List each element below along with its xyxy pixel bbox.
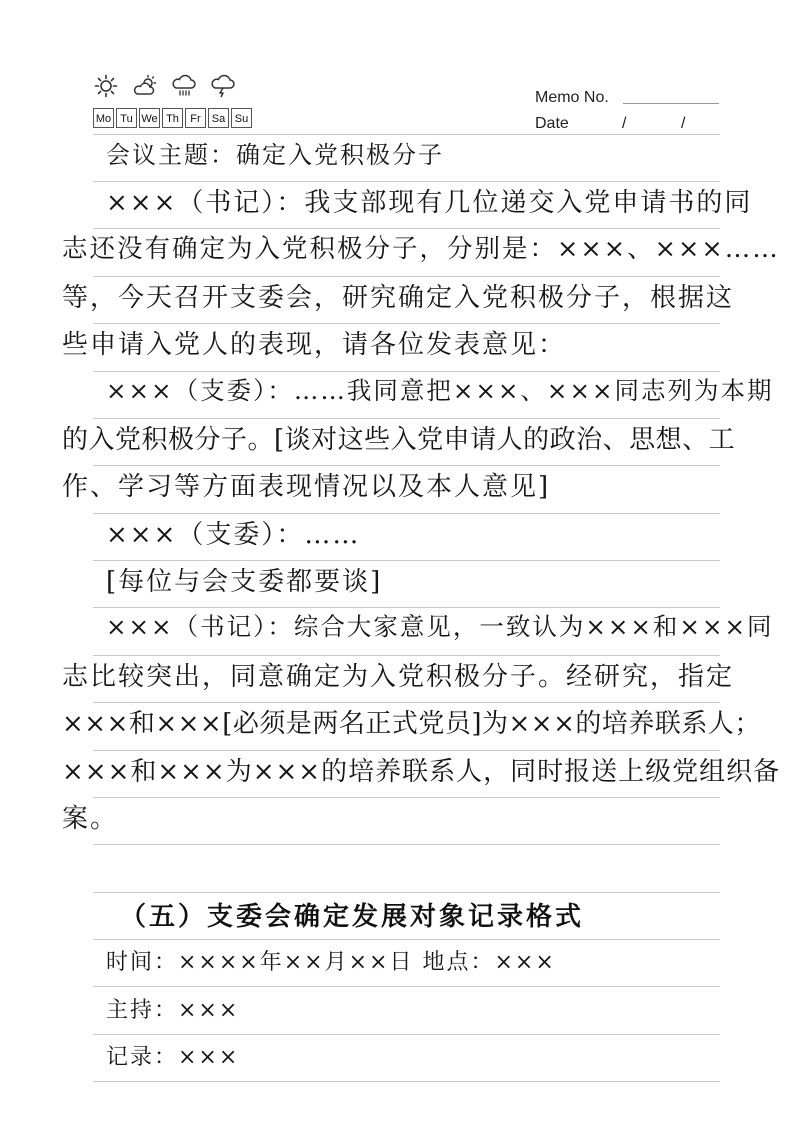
rule-line <box>93 1081 720 1082</box>
rule-line <box>93 939 720 940</box>
text-line: [每位与会支委都要谈] <box>106 567 383 597</box>
date-separator: / <box>681 115 686 132</box>
rule-line <box>93 986 720 987</box>
text-line: 志比较突出，同意确定为入党积极分子。经研究，指定 <box>62 662 735 692</box>
day-box-fr: Fr <box>185 108 206 128</box>
record-line: 记录：××× <box>106 1045 240 1070</box>
date-separator: / <box>622 115 627 132</box>
day-box-th: Th <box>162 108 183 128</box>
host-line: 主持：××× <box>106 998 240 1023</box>
day-box-we: We <box>139 108 160 128</box>
partly-cloudy-icon <box>132 74 158 98</box>
text-line: ×××（书记）：综合大家意见，一致认为×××和×××同 <box>106 612 774 641</box>
sun-icon <box>93 74 119 98</box>
rain-cloud-icon <box>171 74 197 98</box>
day-box-su: Su <box>231 108 252 128</box>
meeting-topic-line: 会议主题：确定入党积极分子 <box>106 141 444 169</box>
memo-label: Memo No. <box>535 89 609 106</box>
text-line: ×××（支委）：……我同意把×××、×××同志列为本期 <box>106 376 774 405</box>
section-heading: （五）支委会确定发展对象记录格式 <box>120 902 585 932</box>
text-line: 的入党积极分子。[谈对这些入党申请人的政治、思想、工 <box>62 425 736 455</box>
text-line: 些申请入党人的表现，请各位发表意见： <box>62 330 567 360</box>
time-place-line: 时间：××××年××月××日 地点：××× <box>106 950 556 975</box>
rule-line <box>93 844 720 845</box>
rule-line <box>93 797 720 798</box>
text-line: ×××和×××为×××的培养联系人，同时报送上级党组织备 <box>62 757 781 787</box>
text-line: 等，今天召开支委会，研究确定入党积极分子，根据这 <box>62 283 735 313</box>
date-label: Date <box>535 115 569 132</box>
rule-line <box>93 892 720 893</box>
thunder-cloud-icon <box>210 74 236 98</box>
rule-line <box>93 1034 720 1035</box>
day-box-tu: Tu <box>116 108 137 128</box>
day-box-mo: Mo <box>93 108 114 128</box>
weather-icons <box>93 74 236 98</box>
text-line: ×××和×××[必须是两名正式党员]为×××的培养联系人； <box>62 709 761 739</box>
text-line: 案。 <box>62 804 119 834</box>
weekday-boxes <box>93 108 254 128</box>
text-line: ×××（支委）：…… <box>106 520 361 550</box>
text-line: ×××（书记）：我支部现有几位递交入党申请书的同 <box>106 188 753 218</box>
memo-number-line <box>623 103 719 104</box>
text-line: 志还没有确定为入党积极分子，分别是：×××、×××…… <box>62 234 780 264</box>
day-box-sa: Sa <box>208 108 229 128</box>
text-line: 作、学习等方面表现情况以及本人意见] <box>62 472 551 502</box>
